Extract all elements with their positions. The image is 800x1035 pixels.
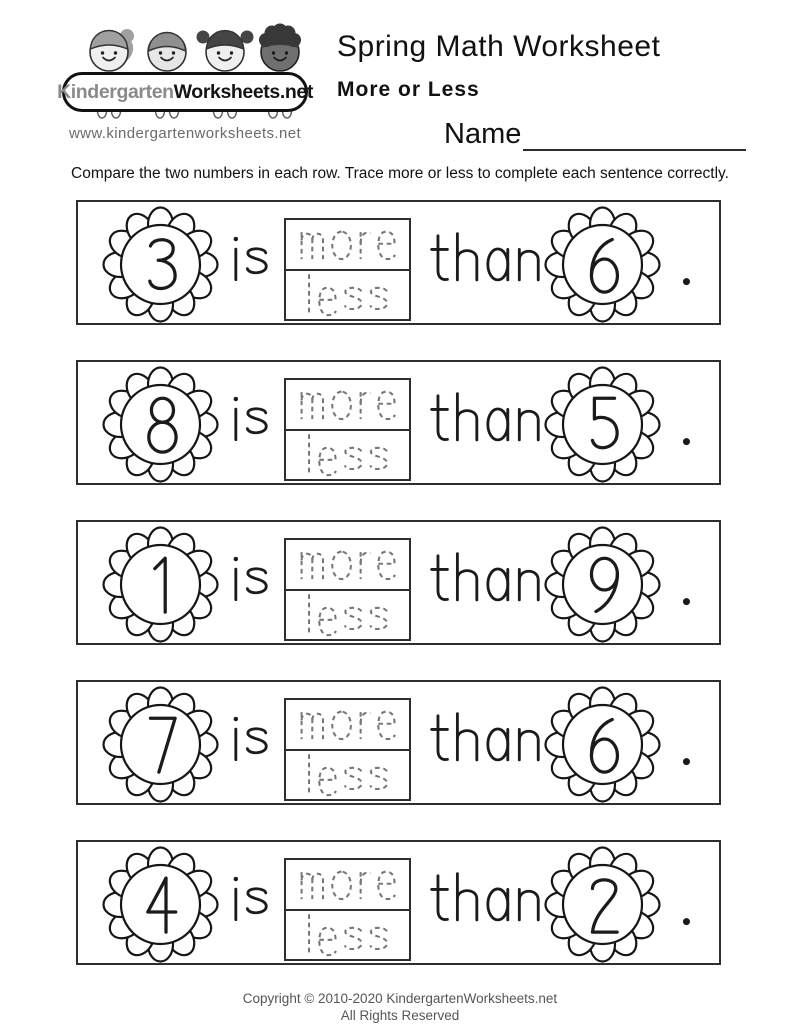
word-than [428, 390, 545, 444]
page-title: Spring Math Worksheet [337, 30, 661, 63]
sentence-period [678, 755, 695, 767]
worksheet-row [76, 200, 721, 325]
name-label: Name [444, 118, 522, 150]
flower-icon-left [102, 686, 219, 803]
flower-number-right [544, 686, 661, 803]
name-row [444, 118, 746, 151]
flower-number-right [544, 206, 661, 323]
flower-number-right [544, 366, 661, 483]
flower-number-right [544, 526, 661, 643]
footer-rights: All Rights Reserved [340, 1008, 460, 1023]
trace-word-less [286, 909, 409, 960]
trace-word-more [286, 380, 409, 429]
flower-icon-left [102, 206, 219, 323]
flower-icon-right [544, 366, 661, 483]
trace-box [284, 538, 411, 641]
trace-box [284, 378, 411, 481]
flower-number-left [102, 206, 219, 323]
flower-number-left [102, 846, 219, 963]
word-than [428, 870, 545, 924]
logo-text-gray: Kindergarten [57, 80, 174, 103]
trace-box [284, 698, 411, 801]
sentence-period [678, 595, 695, 607]
word-than [428, 230, 545, 284]
flower-number-left [102, 366, 219, 483]
sentence-period [678, 915, 695, 927]
trace-word-less [286, 429, 409, 480]
word-is [229, 394, 272, 443]
footer [0, 990, 800, 1024]
worksheet-row [76, 360, 721, 485]
flower-icon-left [102, 846, 219, 963]
word-than [428, 710, 545, 764]
flower-number-left [102, 686, 219, 803]
flower-number-right [544, 846, 661, 963]
trace-word-more [286, 860, 409, 909]
word-than [428, 550, 545, 604]
page-subtitle: More or Less [337, 78, 480, 101]
trace-word-more [286, 220, 409, 269]
instructions-text: Compare the two numbers in each row. Trace more or less to complete each sentence correctly. [71, 165, 729, 182]
logo-banner [57, 72, 313, 112]
website-url: www.kindergartenworksheets.net [68, 125, 302, 142]
word-is [229, 714, 272, 763]
sentence-period [678, 435, 695, 447]
flower-icon-right [544, 846, 661, 963]
name-blank-line [523, 118, 746, 151]
worksheet-row [76, 840, 721, 965]
flower-icon-right [544, 526, 661, 643]
trace-box [284, 858, 411, 961]
word-is [229, 554, 272, 603]
worksheet-row [76, 520, 721, 645]
flower-icon-right [544, 686, 661, 803]
logo-text-dark: Worksheets.net [173, 80, 313, 103]
flower-icon-right [544, 206, 661, 323]
trace-box [284, 218, 411, 321]
trace-word-less [286, 589, 409, 640]
word-is [229, 234, 272, 283]
footer-copyright: Copyright © 2010-2020 KindergartenWorksheets.net [242, 991, 558, 1006]
kids-logo-icon [64, 12, 310, 76]
flower-icon-left [102, 526, 219, 643]
word-is [229, 874, 272, 923]
trace-word-more [286, 540, 409, 589]
trace-word-less [286, 749, 409, 800]
flower-number-left [102, 526, 219, 643]
trace-word-less [286, 269, 409, 320]
worksheet-row [76, 680, 721, 805]
sentence-period [678, 275, 695, 287]
trace-word-more [286, 700, 409, 749]
flower-icon-left [102, 366, 219, 483]
